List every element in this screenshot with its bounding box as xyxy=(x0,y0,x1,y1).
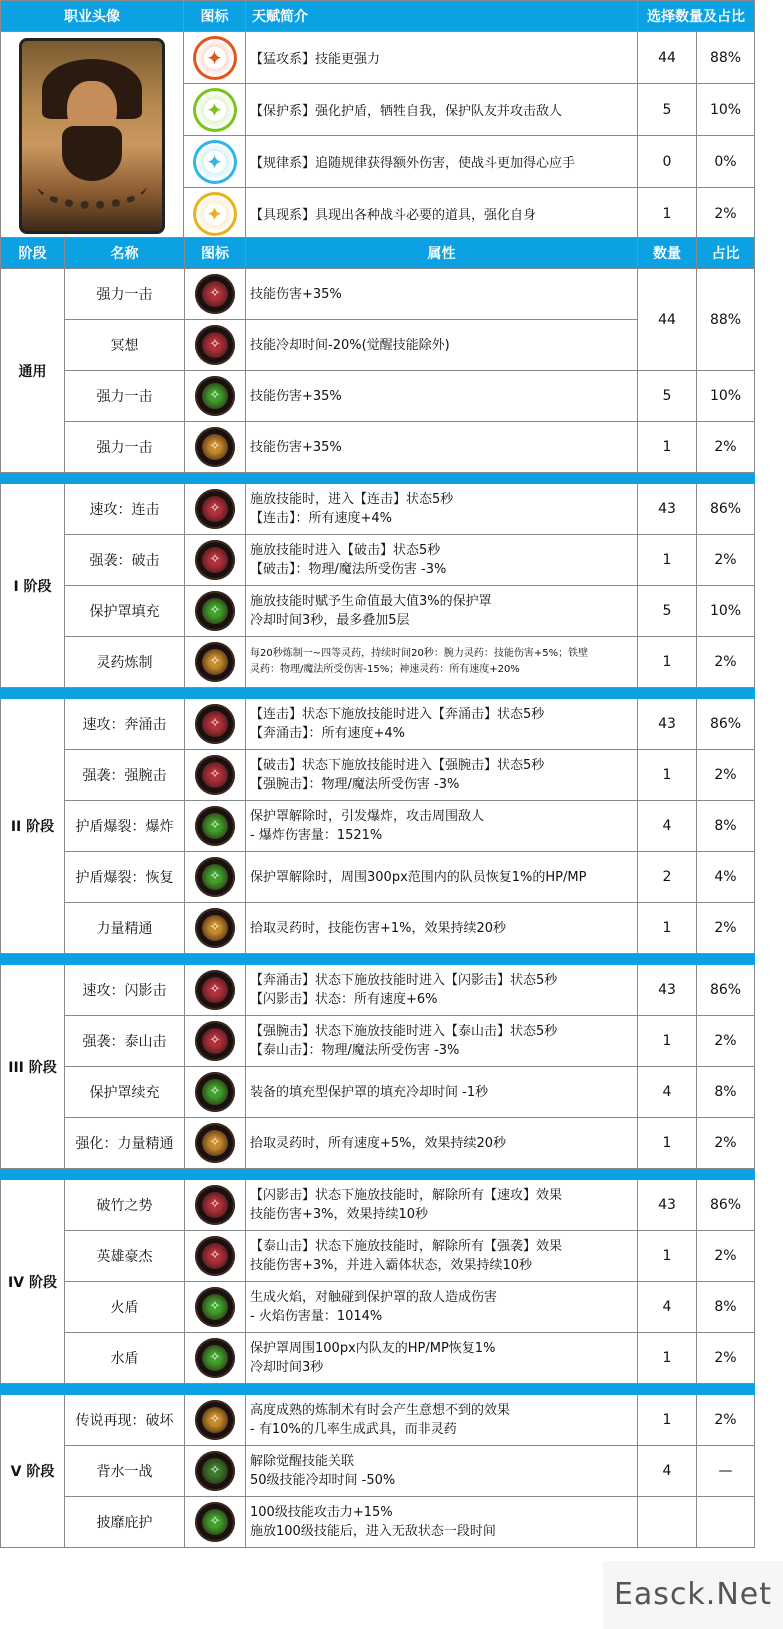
skill-attr xyxy=(246,1016,638,1067)
skill-emblem-icon: ✧ xyxy=(195,908,235,948)
skill-pct xyxy=(697,1497,755,1548)
skill-emblem-icon: ✧ xyxy=(195,1451,235,1491)
section-divider xyxy=(1,473,755,484)
skill-icon-cell xyxy=(185,801,246,852)
skill-attr xyxy=(246,1395,638,1446)
skill-emblem-icon: ✧ xyxy=(195,970,235,1010)
skill-emblem-icon: ✧ xyxy=(195,591,235,631)
header-pct: 占比 xyxy=(697,238,755,269)
skill-attr xyxy=(246,801,638,852)
attr-line: 保护罩解除时，周围300px范围内的队员恢复1%的HP/MP xyxy=(250,869,587,885)
skill-name: 背水一战 xyxy=(65,1446,185,1497)
skill-name: 强袭：强腕击 xyxy=(65,750,185,801)
skill-pct: — xyxy=(697,1446,755,1497)
ju-xian-icon: ✦ xyxy=(193,192,237,236)
skill-row xyxy=(1,1497,755,1548)
attr-line: 施放100级技能后，进入无敌状态一段时间 xyxy=(250,1524,496,1539)
skill-count: 1 xyxy=(638,422,697,473)
skill-name: 强袭：破击 xyxy=(65,535,185,586)
skill-attr xyxy=(246,371,638,422)
stage-label: III 阶段 xyxy=(1,965,65,1169)
skill-count: 1 xyxy=(638,1395,697,1446)
stage-label: 通用 xyxy=(1,269,65,473)
skill-pct: 10% xyxy=(697,586,755,637)
talent-summary: 【猛攻系】技能更强力 xyxy=(246,32,638,84)
attr-line: 生成火焰，对触碰到保护罩的敌人造成伤害 xyxy=(250,1290,498,1305)
skill-row xyxy=(1,1231,755,1282)
skill-icon-cell xyxy=(185,1446,246,1497)
skill-icon-cell xyxy=(185,1282,246,1333)
skill-count: 43 xyxy=(638,484,697,535)
skill-pct: 2% xyxy=(697,422,755,473)
skill-row xyxy=(1,1282,755,1333)
header-portrait: 职业头像 xyxy=(1,1,184,32)
skill-pct: 8% xyxy=(697,1282,755,1333)
skill-count: 4 xyxy=(638,1067,697,1118)
skill-emblem-icon: ✧ xyxy=(195,1185,235,1225)
section-divider xyxy=(1,1384,755,1395)
attr-line: 装备的填充型保护罩的填充冷却时间 -1秒 xyxy=(250,1084,489,1100)
skill-row xyxy=(1,1118,755,1169)
skill-name: 水盾 xyxy=(65,1333,185,1384)
section-divider xyxy=(1,688,755,699)
skill-icon-cell xyxy=(185,1118,246,1169)
skill-name: 披靡庇护 xyxy=(65,1497,185,1548)
talent-system-table xyxy=(0,0,755,240)
header-icon: 图标 xyxy=(185,238,246,269)
skill-attr xyxy=(246,1231,638,1282)
skill-name: 速攻：奔涌击 xyxy=(65,699,185,750)
skill-name: 火盾 xyxy=(65,1282,185,1333)
attr-line: 50级技能冷却时间 -50% xyxy=(250,1473,396,1488)
portrait-cell xyxy=(1,32,184,240)
skill-attr xyxy=(246,484,638,535)
skill-attr xyxy=(246,422,638,473)
skill-count: 2 xyxy=(638,852,697,903)
attr-line: 拾取灵药时，所有速度+5%，效果持续20秒 xyxy=(250,1135,507,1151)
attr-line: 每20秒炼制一~四等灵药，持续时间20秒：腕力灵药：技能伤害+5%；铁壁 xyxy=(250,648,589,659)
attr-line: 【连击】：所有速度+4% xyxy=(250,511,393,526)
attr-line: 高度成熟的炼制术有时会产生意想不到的效果 xyxy=(250,1403,511,1418)
skill-attr xyxy=(246,1118,638,1169)
stage-label: I 阶段 xyxy=(1,484,65,688)
skill-pct: 86% xyxy=(697,965,755,1016)
skill-icon-cell xyxy=(185,320,246,371)
skill-icon-cell xyxy=(185,903,246,954)
skill-icon-cell xyxy=(185,269,246,320)
header-count: 数量 xyxy=(638,238,697,269)
skill-row xyxy=(1,1446,755,1497)
skill-emblem-icon: ✧ xyxy=(195,489,235,529)
header-stage: 阶段 xyxy=(1,238,65,269)
talent-icon-cell xyxy=(184,32,246,84)
skill-row xyxy=(1,637,755,688)
skill-name: 灵药炼制 xyxy=(65,637,185,688)
talent-summary: 【规律系】追随规律获得额外伤害，使战斗更加得心应手 xyxy=(246,136,638,188)
attr-line: 冷却时间3秒 xyxy=(250,1360,324,1375)
skill-icon-cell xyxy=(185,1231,246,1282)
skill-count: 1 xyxy=(638,535,697,586)
skill-row xyxy=(1,699,755,750)
stage-label: V 阶段 xyxy=(1,1395,65,1548)
header-name: 名称 xyxy=(65,238,185,269)
skill-row xyxy=(1,371,755,422)
attr-line: 技能伤害+35% xyxy=(250,439,342,455)
skill-emblem-icon: ✧ xyxy=(195,755,235,795)
skill-pct: 2% xyxy=(697,1333,755,1384)
skill-emblem-icon: ✧ xyxy=(195,704,235,744)
talent-count: 1 xyxy=(638,188,697,240)
skill-count: 4 xyxy=(638,1282,697,1333)
skill-emblem-icon: ✧ xyxy=(195,1072,235,1112)
skill-row xyxy=(1,801,755,852)
skill-emblem-icon: ✧ xyxy=(195,1287,235,1327)
skill-attr xyxy=(246,852,638,903)
skill-row xyxy=(1,903,755,954)
attr-line: 【闪影击】状态：所有速度+6% xyxy=(250,992,438,1007)
skill-emblem-icon: ✧ xyxy=(195,806,235,846)
attr-line: 【破击】：物理/魔法所受伤害 -3% xyxy=(250,562,447,577)
skill-count: 1 xyxy=(638,1016,697,1067)
attr-line: 100级技能攻击力+15% xyxy=(250,1505,393,1520)
skill-name: 冥想 xyxy=(65,320,185,371)
skill-attr xyxy=(246,586,638,637)
skill-count xyxy=(638,1497,697,1548)
skill-attr xyxy=(246,269,638,320)
skill-pct: 10% xyxy=(697,371,755,422)
meng-gong-icon: ✦ xyxy=(193,36,237,80)
talent-count: 5 xyxy=(638,84,697,136)
attr-line: - 火焰伤害量：1014% xyxy=(250,1309,383,1324)
skill-emblem-icon: ✧ xyxy=(195,1123,235,1163)
skill-attr xyxy=(246,1282,638,1333)
skill-count: 1 xyxy=(638,1231,697,1282)
skill-table xyxy=(0,237,755,1548)
skill-count: 1 xyxy=(638,1333,697,1384)
skill-name: 护盾爆裂：爆炸 xyxy=(65,801,185,852)
skill-emblem-icon: ✧ xyxy=(195,1236,235,1276)
attr-line: 【奔涌击】状态下施放技能时进入【闪影击】状态5秒 xyxy=(250,973,558,988)
skill-attr xyxy=(246,903,638,954)
attr-line: 【泰山击】状态下施放技能时，解除所有【强袭】效果 xyxy=(250,1239,563,1254)
header-attr: 属性 xyxy=(246,238,638,269)
skill-attr xyxy=(246,637,638,688)
attr-line: 【奔涌击】：所有速度+4% xyxy=(250,726,406,741)
skill-row xyxy=(1,1333,755,1384)
skill-count: 4 xyxy=(638,1446,697,1497)
skill-emblem-icon: ✧ xyxy=(195,1338,235,1378)
skill-name: 破竹之势 xyxy=(65,1180,185,1231)
talent-count: 0 xyxy=(638,136,697,188)
skill-pct: 86% xyxy=(697,484,755,535)
gui-lv-icon: ✦ xyxy=(193,140,237,184)
skill-icon-cell xyxy=(185,371,246,422)
attr-line: - 爆炸伤害量：1521% xyxy=(250,828,383,843)
attr-line: 【强腕击】：物理/魔法所受伤害 -3% xyxy=(250,777,460,792)
talent-icon-cell xyxy=(184,188,246,240)
skill-row xyxy=(1,1067,755,1118)
skill-count: 1 xyxy=(638,1118,697,1169)
skill-pct: 2% xyxy=(697,637,755,688)
header-selection: 选择数量及占比 xyxy=(638,1,755,32)
skill-attr xyxy=(246,699,638,750)
skill-row xyxy=(1,965,755,1016)
skill-icon-cell xyxy=(185,699,246,750)
skill-row xyxy=(1,484,755,535)
skill-icon-cell xyxy=(185,484,246,535)
skill-row xyxy=(1,750,755,801)
attr-line: 技能伤害+3%，并进入霸体状态，效果持续10秒 xyxy=(250,1258,533,1273)
stage-label: IV 阶段 xyxy=(1,1180,65,1384)
skill-row xyxy=(1,1395,755,1446)
skill-icon-cell xyxy=(185,1395,246,1446)
attr-line: 【破击】状态下施放技能时进入【强腕击】状态5秒 xyxy=(250,758,545,773)
skill-name: 速攻：闪影击 xyxy=(65,965,185,1016)
skill-count: 4 xyxy=(638,801,697,852)
skill-name: 保护罩填充 xyxy=(65,586,185,637)
skill-row xyxy=(1,1180,755,1231)
skill-count: 1 xyxy=(638,903,697,954)
talent-pct: 2% xyxy=(697,188,755,240)
skill-pct: 2% xyxy=(697,903,755,954)
skill-attr xyxy=(246,535,638,586)
attr-line: 技能伤害+35% xyxy=(250,286,342,302)
skill-name: 传说再现：破坏 xyxy=(65,1395,185,1446)
skill-icon-cell xyxy=(185,750,246,801)
skill-row xyxy=(1,586,755,637)
skill-icon-cell xyxy=(185,586,246,637)
stage-label: II 阶段 xyxy=(1,699,65,954)
skill-count: 44 xyxy=(638,269,697,371)
skill-attr xyxy=(246,1333,638,1384)
skill-attr xyxy=(246,1497,638,1548)
skill-icon-cell xyxy=(185,422,246,473)
attr-line: 施放技能时，进入【连击】状态5秒 xyxy=(250,492,454,507)
skill-emblem-icon: ✧ xyxy=(195,274,235,314)
skill-attr xyxy=(246,1446,638,1497)
skill-name: 保护罩续充 xyxy=(65,1067,185,1118)
class-portrait xyxy=(19,38,165,234)
skill-name: 强力一击 xyxy=(65,269,185,320)
skill-emblem-icon: ✧ xyxy=(195,1400,235,1440)
watermark: Easck.Net xyxy=(603,1561,783,1629)
skill-icon-cell xyxy=(185,1497,246,1548)
bao-hu-icon: ✦ xyxy=(193,88,237,132)
attr-line: 施放技能时进入【破击】状态5秒 xyxy=(250,543,441,558)
skill-count: 5 xyxy=(638,371,697,422)
skill-icon-cell xyxy=(185,637,246,688)
skill-emblem-icon: ✧ xyxy=(195,1021,235,1061)
skill-icon-cell xyxy=(185,1333,246,1384)
section-divider xyxy=(1,1169,755,1180)
skill-attr xyxy=(246,750,638,801)
attr-line: - 有10%的几率生成武具，而非灵药 xyxy=(250,1422,457,1437)
skill-attr xyxy=(246,1067,638,1118)
skill-emblem-icon: ✧ xyxy=(195,1502,235,1542)
skill-row xyxy=(1,422,755,473)
skill-emblem-icon: ✧ xyxy=(195,642,235,682)
skill-pct: 88% xyxy=(697,269,755,371)
talent-summary: 【具现系】具现出各种战斗必要的道具，强化自身 xyxy=(246,188,638,240)
skill-icon-cell xyxy=(185,852,246,903)
talent-pct: 0% xyxy=(697,136,755,188)
skill-pct: 86% xyxy=(697,699,755,750)
header-summary: 天赋简介 xyxy=(246,1,638,32)
talent-row xyxy=(1,32,755,84)
attr-line: 灵药：物理/魔法所受伤害-15%；神速灵药：所有速度+20% xyxy=(250,664,520,675)
skill-count: 5 xyxy=(638,586,697,637)
talent-count: 44 xyxy=(638,32,697,84)
skill-icon-cell xyxy=(185,965,246,1016)
skill-icon-cell xyxy=(185,1016,246,1067)
attr-line: 冷却时间3秒，最多叠加5层 xyxy=(250,613,410,628)
skill-icon-cell xyxy=(185,1067,246,1118)
skill-row xyxy=(1,269,755,320)
talent-pct: 88% xyxy=(697,32,755,84)
skill-name: 护盾爆裂：恢复 xyxy=(65,852,185,903)
attr-line: 【闪影击】状态下施放技能时，解除所有【速攻】效果 xyxy=(250,1188,563,1203)
skill-count: 43 xyxy=(638,699,697,750)
attr-line: 【泰山击】：物理/魔法所受伤害 -3% xyxy=(250,1043,460,1058)
attr-line: 保护罩解除时，引发爆炸，攻击周围敌人 xyxy=(250,809,485,824)
skill-icon-cell xyxy=(185,535,246,586)
header-icon: 图标 xyxy=(184,1,246,32)
skill-pct: 2% xyxy=(697,750,755,801)
skill-row xyxy=(1,535,755,586)
skill-name: 强化：力量精通 xyxy=(65,1118,185,1169)
skill-count: 43 xyxy=(638,965,697,1016)
skill-emblem-icon: ✧ xyxy=(195,857,235,897)
attr-line: 保护罩周围100px内队友的HP/MP恢复1% xyxy=(250,1341,496,1356)
attr-line: 技能伤害+3%，效果持续10秒 xyxy=(250,1207,429,1222)
attr-line: 技能伤害+35% xyxy=(250,388,342,404)
skill-attr xyxy=(246,320,638,371)
skill-name: 强力一击 xyxy=(65,371,185,422)
attr-line: 【强腕击】状态下施放技能时进入【泰山击】状态5秒 xyxy=(250,1024,558,1039)
skill-pct: 8% xyxy=(697,1067,755,1118)
skill-pct: 2% xyxy=(697,1118,755,1169)
skill-row xyxy=(1,852,755,903)
skill-name: 英雄豪杰 xyxy=(65,1231,185,1282)
skill-attr xyxy=(246,1180,638,1231)
skill-count: 1 xyxy=(638,750,697,801)
skill-pct: 2% xyxy=(697,535,755,586)
attr-line: 施放技能时赋予生命值最大值3%的保护罩 xyxy=(250,594,492,609)
skill-row xyxy=(1,1016,755,1067)
skill-name: 力量精通 xyxy=(65,903,185,954)
skill-emblem-icon: ✧ xyxy=(195,325,235,365)
skill-emblem-icon: ✧ xyxy=(195,376,235,416)
skill-attr xyxy=(246,965,638,1016)
attr-line: 【连击】状态下施放技能时进入【奔涌击】状态5秒 xyxy=(250,707,545,722)
skill-name: 强力一击 xyxy=(65,422,185,473)
skill-pct: 86% xyxy=(697,1180,755,1231)
skill-emblem-icon: ✧ xyxy=(195,540,235,580)
skill-icon-cell xyxy=(185,1180,246,1231)
skill-count: 1 xyxy=(638,637,697,688)
skill-pct: 2% xyxy=(697,1016,755,1067)
section-divider xyxy=(1,954,755,965)
skill-pct: 8% xyxy=(697,801,755,852)
skill-name: 速攻：连击 xyxy=(65,484,185,535)
skill-pct: 4% xyxy=(697,852,755,903)
skill-pct: 2% xyxy=(697,1231,755,1282)
attr-line: 解除觉醒技能关联 xyxy=(250,1454,355,1469)
attr-line: 技能冷却时间-20%(觉醒技能除外) xyxy=(250,337,450,353)
skill-count: 43 xyxy=(638,1180,697,1231)
attr-line: 拾取灵药时，技能伤害+1%，效果持续20秒 xyxy=(250,920,507,936)
talent-pct: 10% xyxy=(697,84,755,136)
talent-summary: 【保护系】强化护盾，牺牲自我，保护队友并攻击敌人 xyxy=(246,84,638,136)
talent-icon-cell xyxy=(184,136,246,188)
talent-icon-cell xyxy=(184,84,246,136)
skill-pct: 2% xyxy=(697,1395,755,1446)
skill-emblem-icon: ✧ xyxy=(195,427,235,467)
skill-name: 强袭：泰山击 xyxy=(65,1016,185,1067)
